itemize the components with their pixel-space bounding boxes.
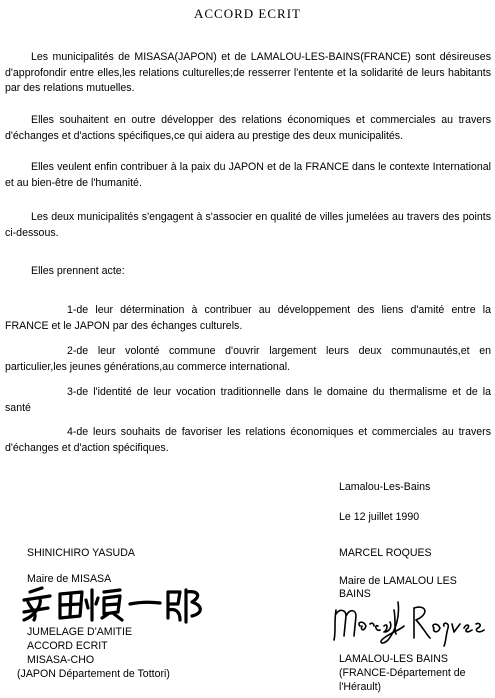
paragraph-engagement: Les deux municipalités s'engagent à s'associer en qualité de villes jumelées au travers des points ci-dessous.	[5, 211, 491, 239]
point-3: 3-de l'identité de leur vocation traditionnelle dans le domaine du thermalisme et de la santé	[5, 386, 491, 414]
right-signature-image	[330, 596, 495, 648]
right-footer-line-2: (FRANCE-Département de	[339, 667, 466, 679]
left-signatory-role: Maire de MISASA	[27, 573, 112, 585]
left-footer-line-1: JUMELAGE D'AMITIE	[27, 626, 133, 638]
left-footer-line-2: ACCORD ECRIT	[27, 640, 108, 652]
point-2: 2-de leur volonté commune d'ouvrir largement leurs deux communautés,et en particulier,les jeunes générations,au commerce international.	[5, 345, 491, 373]
right-footer-line-1: LAMALOU-LES BAINS	[339, 653, 448, 665]
document-title: ACCORD ECRIT	[194, 6, 301, 21]
right-signatory-role-line-2: BAINS	[339, 588, 371, 600]
left-signatory-name: SHINICHIRO YASUDA	[27, 547, 135, 559]
right-signatory-role-line-1: Maire de LAMALOU LES	[339, 575, 457, 587]
paragraph-acknowledge: Elles prennent acte:	[31, 265, 125, 277]
right-footer-line-3: l'Hérault)	[339, 681, 382, 693]
right-signatory-name: MARCEL ROQUES	[339, 547, 432, 559]
paragraph-intro: Les municipalités de MISASA(JAPON) et de LAMALOU-LES-BAINS(FRANCE) sont désireuses d'approfondir entre elles,les relations culturelles;de resserrer l'entente et la solidarité de leurs habitants par des relations mutuelles.	[5, 51, 491, 94]
date-label: Le 12 juillet 1990	[339, 511, 420, 523]
left-signature-image	[20, 582, 210, 624]
left-footer-line-3: MISASA-CHO	[27, 654, 95, 666]
place-label: Lamalou-Les-Bains	[339, 481, 431, 493]
paragraph-economic: Elles souhaitent en outre développer des relations économiques et commerciales au travers d'échanges et d'actions spécifiques,ce qui aidera au prestige des deux municipalités.	[5, 114, 491, 142]
left-footer-line-4: (JAPON Département de Tottori)	[17, 668, 170, 680]
point-4: 4-de leurs souhaits de favoriser les relations économiques et commerciales au travers d'échanges et d'action spécifiques.	[5, 426, 491, 454]
paragraph-peace: Elles veulent enfin contribuer à la paix du JAPON et de la FRANCE dans le contexte International et au bien-être de l'humanité.	[5, 161, 491, 189]
point-1: 1-de leur détermination à contribuer au développement des liens d'amité entre la FRANCE et le JAPON par des échanges culturels.	[5, 304, 491, 332]
